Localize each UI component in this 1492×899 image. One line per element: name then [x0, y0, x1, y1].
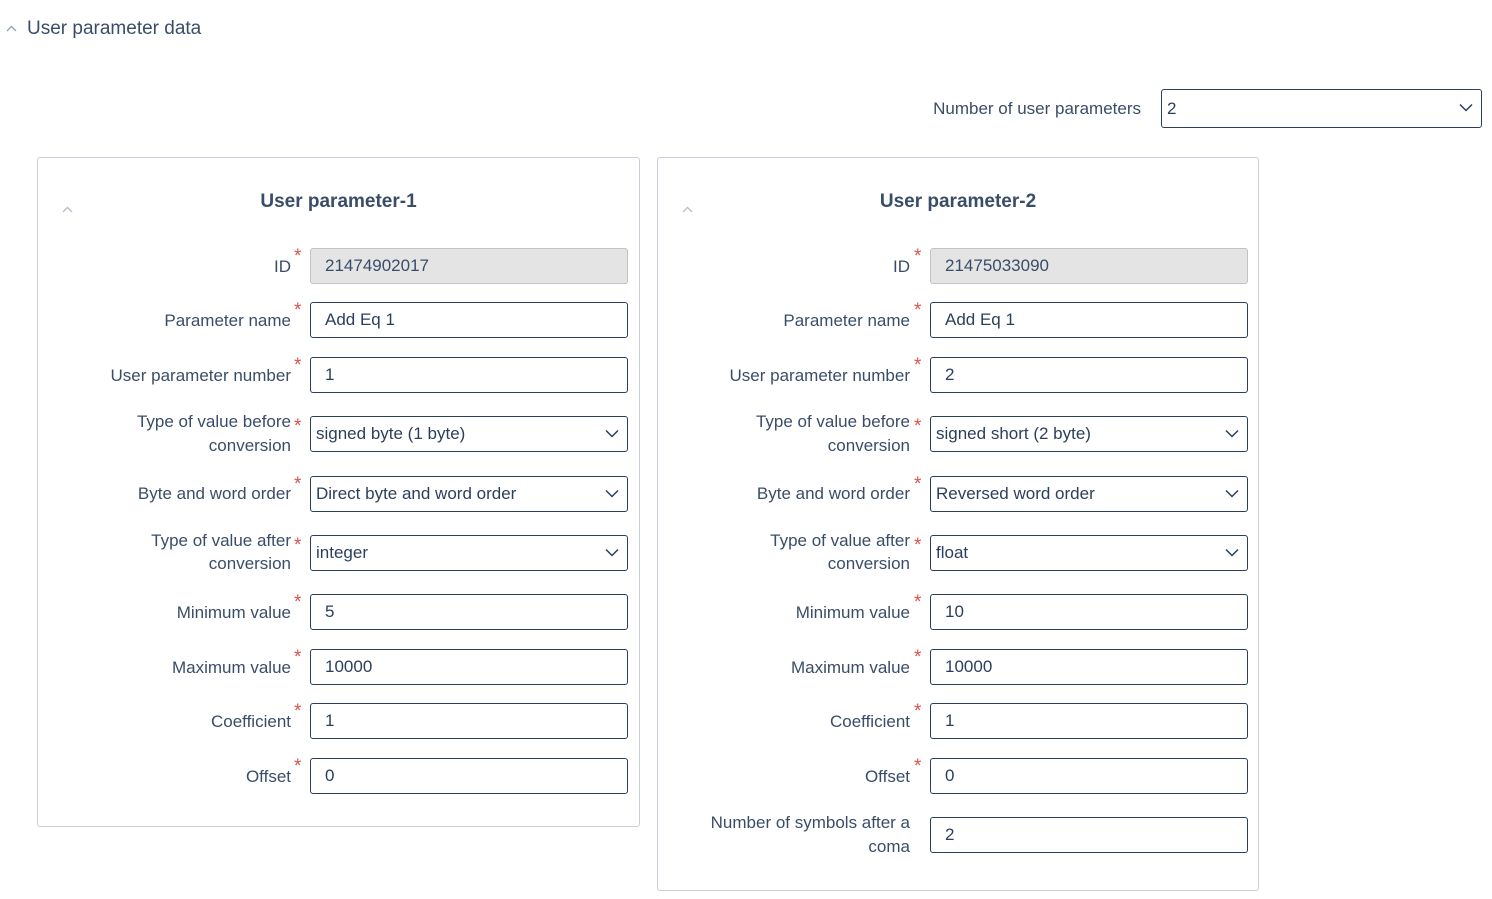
byte-word-order-value: Reversed word order	[936, 484, 1095, 503]
required-mark: *	[294, 701, 302, 722]
type-before-label-line1: Type of value before	[755, 412, 910, 431]
minimum-value-label: Minimum value	[176, 603, 291, 622]
parameter-name-value: Add Eq 1	[325, 310, 395, 329]
minimum-value-value: 10	[945, 602, 964, 621]
chevron-down-icon	[1225, 429, 1239, 439]
id-input	[930, 248, 1248, 284]
type-after-label-line1: Type of value after	[770, 531, 910, 550]
required-mark: *	[914, 756, 922, 777]
required-mark: *	[294, 647, 302, 668]
user-parameter-number-input[interactable]	[930, 357, 1248, 393]
type-before-value: signed byte (1 byte)	[316, 424, 466, 443]
offset-label: Offset	[245, 767, 291, 786]
user-parameter-card-title: User parameter-2	[879, 191, 1037, 212]
type-before-label-line2: conversion	[208, 436, 291, 455]
minimum-value-label: Minimum value	[795, 603, 910, 622]
required-mark: *	[294, 246, 302, 267]
required-mark: *	[914, 535, 922, 556]
type-before-value: signed short (2 byte)	[936, 424, 1091, 443]
minimum-value-input[interactable]	[310, 594, 628, 630]
required-mark: *	[294, 535, 302, 556]
id-value: 21475033090	[945, 256, 1050, 275]
byte-word-order-label: Byte and word order	[137, 484, 291, 503]
offset-input[interactable]	[930, 758, 1248, 794]
required-mark: *	[294, 416, 302, 437]
type-after-select[interactable]	[310, 535, 628, 571]
maximum-value-input[interactable]	[930, 649, 1248, 685]
required-mark: *	[294, 592, 302, 613]
required-mark: *	[914, 647, 922, 668]
user-parameter-count-label: Number of user parameters	[933, 99, 1141, 118]
maximum-value-value: 10000	[325, 657, 373, 676]
user-parameter-number-label: User parameter number	[729, 366, 910, 385]
chevron-down-icon	[605, 429, 619, 439]
user-parameter-number-input[interactable]	[310, 357, 628, 393]
chevron-down-icon	[1225, 548, 1239, 558]
parameter-name-value: Add Eq 1	[945, 310, 1015, 329]
maximum-value-label: Maximum value	[790, 658, 910, 677]
required-mark: *	[914, 474, 922, 495]
user-parameter-number-value: 2	[945, 365, 955, 384]
user-parameter-count-select[interactable]	[1161, 89, 1482, 128]
type-before-label-line1: Type of value before	[136, 412, 291, 431]
minimum-value-value: 5	[325, 602, 335, 621]
id-label: ID	[893, 257, 910, 276]
byte-word-order-label: Byte and word order	[756, 484, 910, 503]
byte-word-order-select[interactable]	[930, 476, 1248, 512]
id-label: ID	[274, 257, 291, 276]
required-mark: *	[914, 355, 922, 376]
parameter-name-label: Parameter name	[783, 311, 910, 330]
coefficient-label: Coefficient	[829, 712, 910, 731]
parameter-name-input[interactable]	[310, 302, 628, 338]
section-title: User parameter data	[27, 18, 202, 39]
chevron-down-icon	[605, 548, 619, 558]
type-after-value: float	[936, 543, 969, 562]
type-before-label-line2: conversion	[827, 436, 910, 455]
maximum-value-label: Maximum value	[171, 658, 291, 677]
required-mark: *	[914, 416, 922, 437]
parameter-name-label: Parameter name	[164, 311, 291, 330]
byte-word-order-value: Direct byte and word order	[316, 484, 517, 503]
offset-input[interactable]	[310, 758, 628, 794]
user-parameter-number-value: 1	[325, 365, 335, 384]
chevron-down-icon	[1225, 489, 1239, 499]
chevron-down-icon	[1459, 103, 1473, 113]
coefficient-value: 1	[945, 711, 955, 730]
type-after-select[interactable]	[930, 535, 1248, 571]
symbols-after-coma-label-line2: coma	[868, 837, 910, 856]
symbols-after-coma-value: 2	[945, 825, 955, 844]
chevron-up-icon	[6, 25, 15, 34]
type-after-label-line2: conversion	[208, 554, 291, 573]
parameter-name-input[interactable]	[930, 302, 1248, 338]
symbols-after-coma-label-line1: Number of symbols after a	[710, 813, 910, 832]
required-mark: *	[294, 474, 302, 495]
offset-value: 0	[325, 766, 335, 785]
required-mark: *	[914, 300, 922, 321]
user-parameter-card-1	[37, 157, 640, 827]
required-mark: *	[294, 300, 302, 321]
section-header-user-parameter-data[interactable]	[6, 18, 201, 40]
coefficient-label: Coefficient	[210, 712, 291, 731]
required-mark: *	[914, 701, 922, 722]
type-after-value: integer	[316, 543, 368, 562]
maximum-value-input[interactable]	[310, 649, 628, 685]
user-parameter-card-title: User parameter-1	[260, 191, 417, 212]
user-parameter-number-label: User parameter number	[110, 366, 291, 385]
symbols-after-coma-input[interactable]	[930, 817, 1248, 853]
byte-word-order-select[interactable]	[310, 476, 628, 512]
maximum-value-value: 10000	[945, 657, 993, 676]
id-input	[310, 248, 628, 284]
type-before-select[interactable]	[310, 416, 628, 452]
required-mark: *	[914, 592, 922, 613]
type-before-select[interactable]	[930, 416, 1248, 452]
chevron-down-icon	[605, 489, 619, 499]
type-after-label-line1: Type of value after	[151, 531, 291, 550]
offset-label: Offset	[864, 767, 910, 786]
user-parameter-count-row	[900, 89, 1482, 128]
user-parameter-card-2	[657, 157, 1259, 891]
coefficient-input[interactable]	[930, 703, 1248, 739]
coefficient-input[interactable]	[310, 703, 628, 739]
id-value: 21474902017	[325, 256, 430, 275]
type-after-label-line2: conversion	[827, 554, 910, 573]
required-mark: *	[294, 355, 302, 376]
required-mark: *	[914, 246, 922, 267]
minimum-value-input[interactable]	[930, 594, 1248, 630]
user-parameter-count-value: 2	[1167, 99, 1177, 118]
coefficient-value: 1	[325, 711, 335, 730]
offset-value: 0	[945, 766, 955, 785]
required-mark: *	[294, 756, 302, 777]
